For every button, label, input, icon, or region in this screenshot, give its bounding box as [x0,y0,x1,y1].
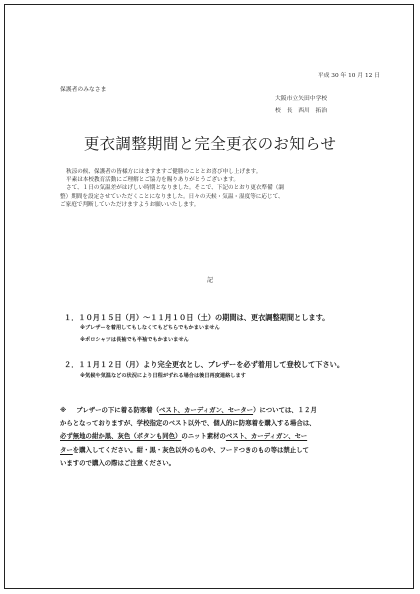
underlined-text: 必ず無地の紺か黒、灰色（ボタンも同色） [60,432,182,441]
date: 平成 30 年 10 月 12 日 [317,73,380,79]
page-title: 更衣調整期間と完全更衣のお知らせ [83,135,337,153]
note-mark: ※ [60,406,67,414]
underlined-text: ター [60,445,73,454]
item-2: ２．１１月１２日（月）より完全更衣とし、ブレザーを必ず着用して登校して下さい。 [64,360,345,369]
body-line: 平素は本校教育活動にご理解とご協力を賜りありがとうございます。 [66,177,239,184]
underlined-text: ベスト、カーディガン、セーター [159,406,254,414]
special-line: 必ず無地の紺か黒、灰色（ボタンも同色）のニット素材のベスト、カーディガン、セー [60,432,308,441]
special-note [60,404,365,470]
addressee: 保護者のみなさま [60,87,107,93]
body-line: さて、１日の気温差がはげしい時期となりました。そこで、下記のとおり更衣準備（調 [66,185,284,192]
special-line: からとなっておりますが、学校指定のベスト以外で、個人的に防寒着を購入する場合は、 [60,419,316,428]
item-2-note: ※気候や気温などの状況により日程がずれる場合は後日再度連絡します [80,373,246,379]
school-name: 大阪市立矢田中学校 [275,96,328,102]
underlined-text: ベスト、カーディガン、セー [225,432,308,441]
body-line: 整）期間を設定させていただくことになりました。日々の天候・気温・湿度等に応じて、 [60,193,284,200]
item-1: １．１０月１５日（月）～１１月１０日（土）の期間は、更衣調整期間とします。 [64,313,330,322]
principal-name: 校 長 西川 拓治 [275,108,328,114]
body-line: 秋涼の候、保護者の皆様方にはますますご健勝のこととお喜び申し上げます。 [66,169,262,175]
greeting-body [60,168,360,209]
item-1-note: ※ポロシャツは長袖でも半袖でもかまいません [80,337,189,343]
item-1-note: ※ブレザーを着用してもしなくてもどちらでもかまいません [80,325,220,331]
special-line: いますので購入の際はご注意ください。 [60,458,176,467]
special-line: ※ ブレザーの下に着る防寒着（ベスト、カーディガン、セーター）については、１２月 [60,406,317,414]
ki-heading: 記 [206,277,213,284]
special-line: ターを購入してください。紺・黒・灰色以外のものや、フードつきのもの等は禁止して [60,445,309,454]
body-line: ご家庭で判断していただけますようお願いいたします。 [60,201,200,208]
